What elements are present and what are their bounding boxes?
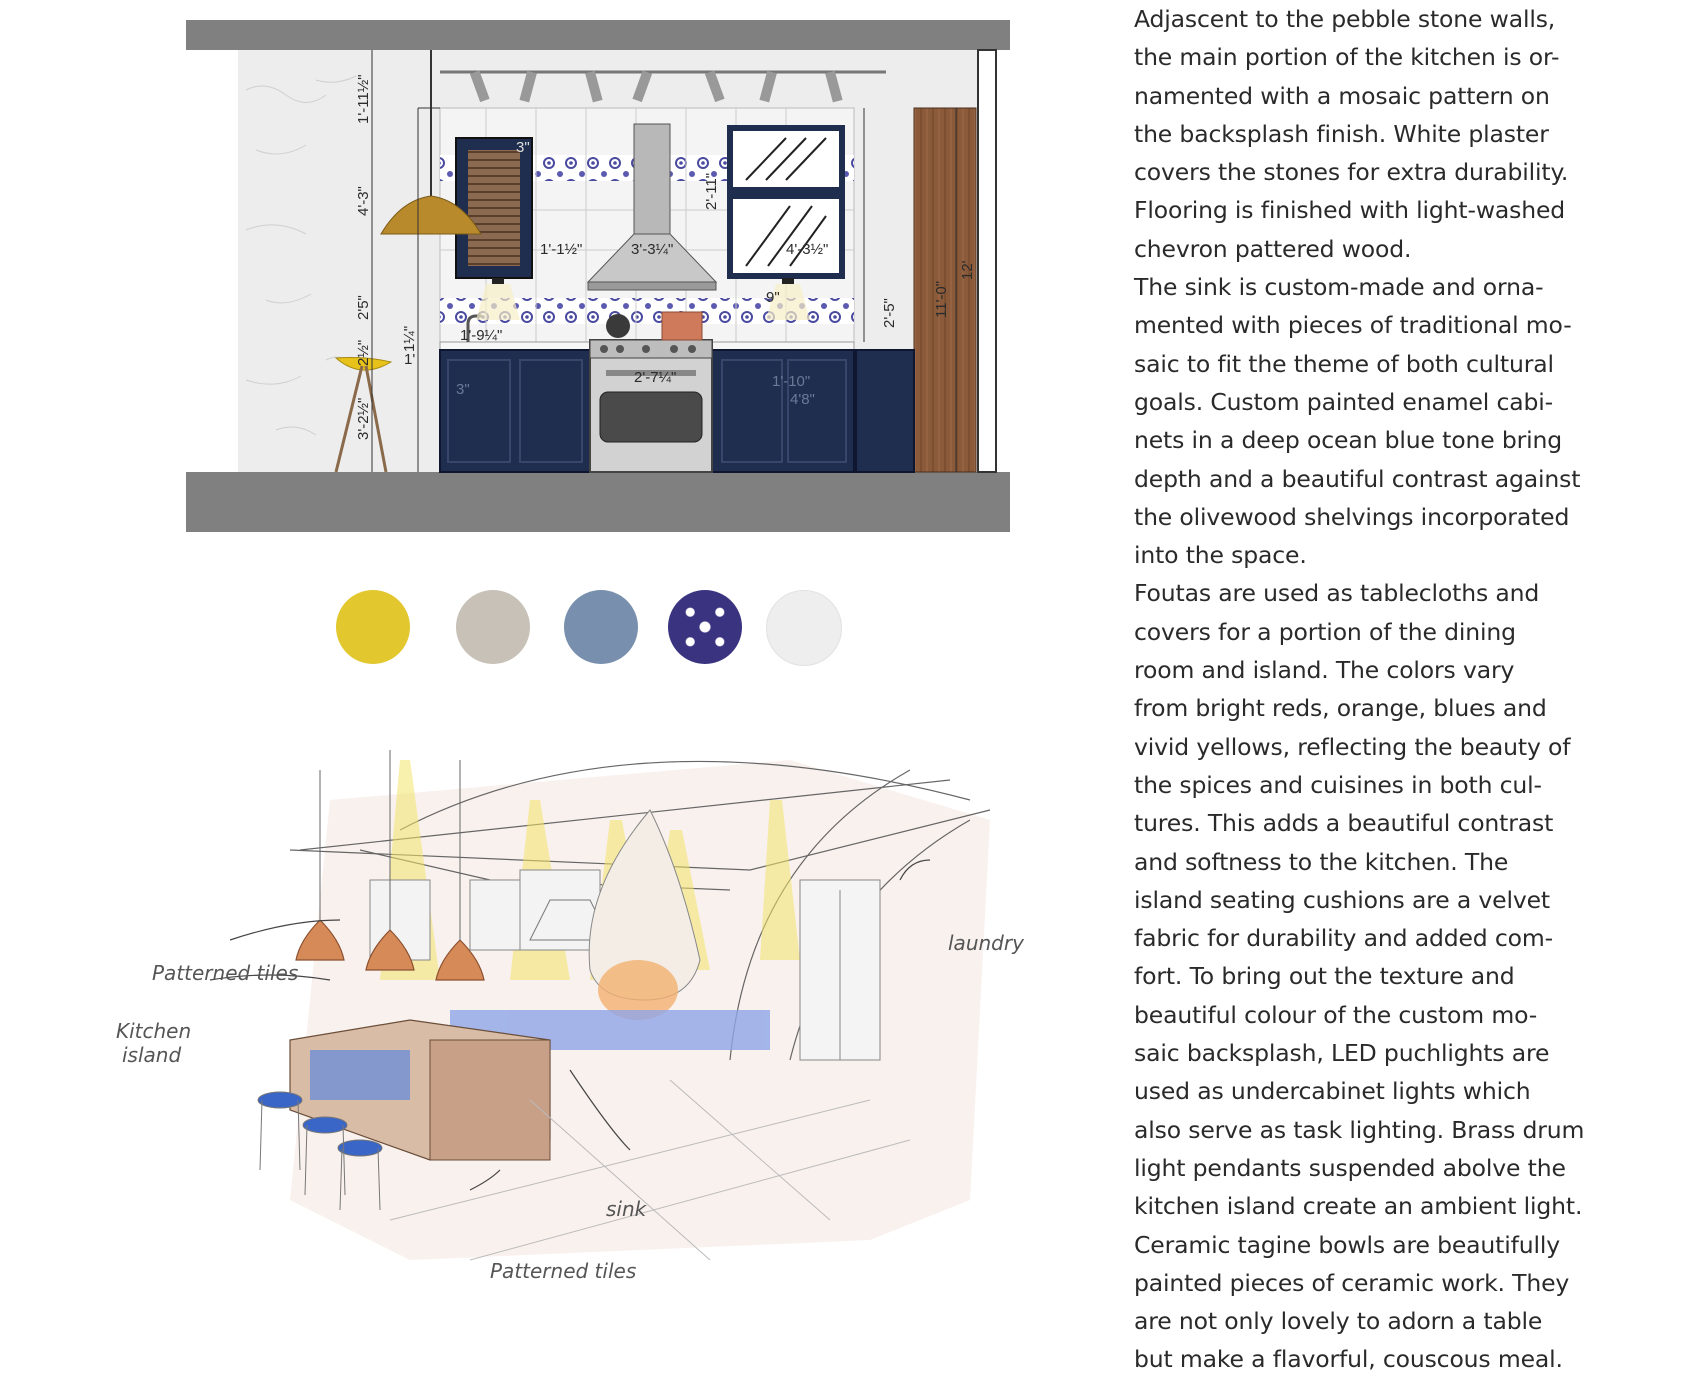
text-line: The sink is custom-made and orna- bbox=[1134, 273, 1544, 302]
text-line: island seating cushions are a velvet bbox=[1134, 885, 1550, 914]
text-line: Adjascent to the pebble stone walls, bbox=[1134, 5, 1556, 33]
dim-base-w1: 4'8" bbox=[790, 391, 815, 408]
kitchen-elevation-drawing bbox=[186, 20, 1010, 532]
color-palette bbox=[300, 582, 860, 672]
text-line: but make a flavorful, couscous meal. bbox=[1134, 1345, 1563, 1374]
text-line: the main portion of the kitchen is or- bbox=[1134, 43, 1560, 72]
text-line: covers for a portion of the dining bbox=[1134, 617, 1516, 646]
note-patterned-tiles-bottom: Patterned tiles bbox=[490, 1259, 637, 1283]
description-paragraph bbox=[1134, 0, 1654, 1379]
dim-upper-cab: 4'-3" bbox=[355, 186, 372, 216]
text-line: chevron pattered wood. bbox=[1134, 234, 1412, 263]
dim-counter: 2½" bbox=[355, 339, 372, 366]
note-patterned-tiles-top: Patterned tiles bbox=[152, 961, 299, 985]
text-line: fabric for durability and added com- bbox=[1134, 924, 1553, 953]
dim-base: 3'-2½" bbox=[355, 397, 372, 440]
text-line: mented with pieces of traditional mo- bbox=[1134, 311, 1572, 340]
text-line: saic backsplash, LED puchlights are bbox=[1134, 1039, 1550, 1068]
note-sink: sink bbox=[606, 1197, 647, 1221]
swatch-greige bbox=[456, 590, 530, 664]
text-line: fort. To bring out the texture and bbox=[1134, 962, 1515, 991]
text-line: saic to fit the theme of both cultural bbox=[1134, 349, 1554, 378]
dim-range-width: 2'-7¼" bbox=[634, 369, 677, 386]
text-line: goals. Custom painted enamel cabi- bbox=[1134, 387, 1553, 416]
elevation-svg bbox=[186, 20, 1010, 532]
text-line: covers the stones for extra durability. bbox=[1134, 158, 1569, 187]
text-line: are not only lovely to adorn a table bbox=[1134, 1307, 1543, 1336]
dim-right-height: 11'-0" bbox=[933, 280, 950, 318]
floor-slab bbox=[186, 472, 1010, 532]
dim-base-small: 3" bbox=[456, 381, 470, 398]
swatch-mosaic bbox=[668, 590, 742, 664]
dim-small-2: 1¼" bbox=[401, 325, 418, 352]
dim-cab-gap: 1'-1½" bbox=[540, 241, 583, 258]
text-line: used as undercabinet lights which bbox=[1134, 1077, 1531, 1106]
dim-sink-back: 1'-9¼" bbox=[460, 327, 503, 344]
text-line: kitchen island create an ambient light. bbox=[1134, 1192, 1583, 1221]
swatch-yellow bbox=[336, 590, 410, 664]
note-laundry: laundry bbox=[948, 931, 1024, 955]
text-line: the spices and cuisines in both cul- bbox=[1134, 770, 1542, 799]
dim-upper-small: 3" bbox=[516, 139, 530, 156]
dim-range-top: 2'-11" bbox=[703, 172, 720, 210]
text-line: Ceramic tagine bowls are beautifully bbox=[1134, 1230, 1560, 1259]
text-line: light pendants suspended abolve the bbox=[1134, 1153, 1566, 1182]
text-line: the backsplash finish. White plaster bbox=[1134, 119, 1549, 148]
dim-hood-width: 3'-3¼" bbox=[631, 241, 674, 258]
dim-top-height: 1'-11½" bbox=[355, 74, 372, 124]
dim-total: 12' bbox=[959, 260, 976, 280]
text-line: the olivewood shelvings incorporated bbox=[1134, 502, 1570, 531]
dim-glass-cab: 4'-3½" bbox=[786, 241, 829, 258]
text-line: depth and a beautiful contrast against bbox=[1134, 464, 1581, 493]
text-line: from bright reds, orange, blues and bbox=[1134, 694, 1547, 723]
text-line: painted pieces of ceramic work. They bbox=[1134, 1268, 1570, 1297]
dim-small-4: 2'-5" bbox=[881, 298, 898, 328]
dim-backsplash: 2'5" bbox=[355, 295, 372, 320]
sketch-svg bbox=[110, 740, 1100, 1320]
text-line: Foutas are used as tablecloths and bbox=[1134, 579, 1540, 608]
dim-small-1: 1' bbox=[404, 351, 416, 368]
text-line: beautiful colour of the custom mo- bbox=[1134, 1000, 1538, 1029]
text-line: tures. This adds a beautiful contrast bbox=[1134, 809, 1554, 838]
text-line: also serve as task lighting. Brass drum bbox=[1134, 1115, 1585, 1144]
text-line: vivid yellows, reflecting the beauty of bbox=[1134, 732, 1571, 761]
dim-base-w2: 1'-10" bbox=[772, 373, 811, 390]
text-line: nets in a deep ocean blue tone bring bbox=[1134, 426, 1562, 455]
swatch-blue-grey bbox=[564, 590, 638, 664]
note-kitchen-island-2: island bbox=[122, 1043, 182, 1067]
text-line: and softness to the kitchen. The bbox=[1134, 847, 1509, 876]
ceiling-slab bbox=[186, 20, 1010, 50]
kitchen-perspective-sketch bbox=[110, 740, 1100, 1320]
description-text bbox=[1134, 0, 1654, 1379]
text-line: into the space. bbox=[1134, 541, 1307, 570]
text-line: namented with a mosaic pattern on bbox=[1134, 81, 1550, 110]
dim-small-3: 9" bbox=[766, 289, 780, 306]
note-kitchen-island-1: Kitchen bbox=[116, 1019, 192, 1043]
text-line: Flooring is finished with light-washed bbox=[1134, 196, 1566, 225]
swatch-white-plaster bbox=[766, 590, 842, 666]
text-line: room and island. The colors vary bbox=[1134, 656, 1515, 685]
